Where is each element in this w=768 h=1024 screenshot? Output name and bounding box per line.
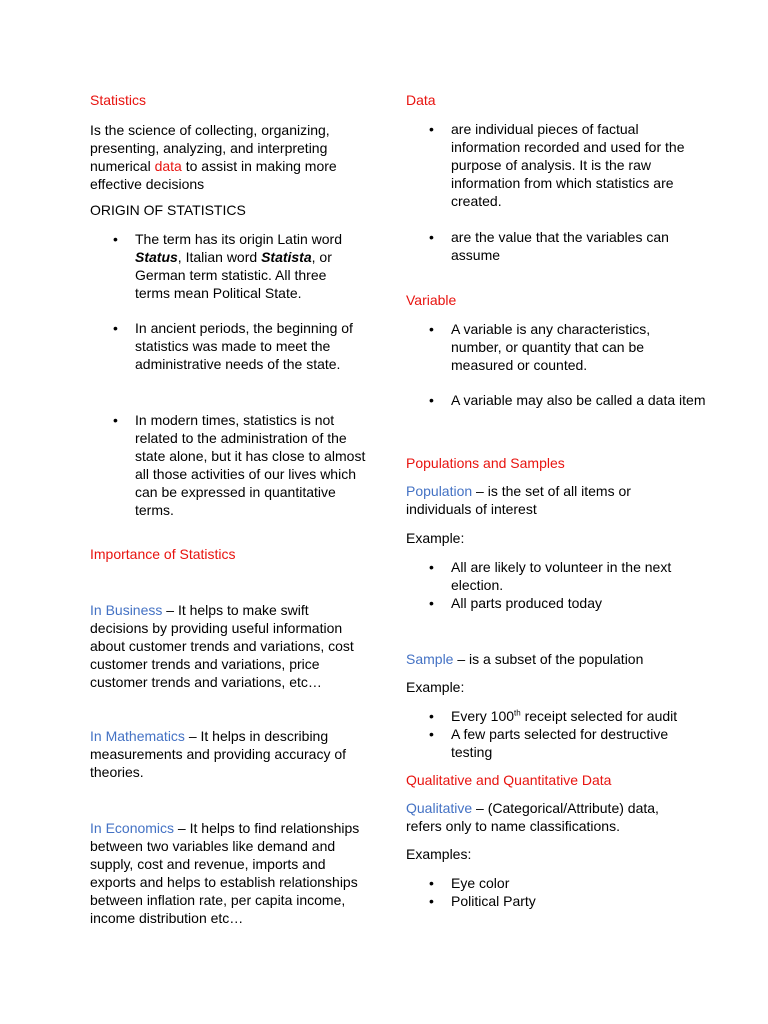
example-label-2: Example: [406,679,465,695]
data-list-2 [406,228,696,264]
definition-data-term: data [154,158,182,174]
origin-list-3 [90,411,370,519]
populations-heading: Populations and Samples [406,455,565,471]
population-example-item: • All are likely to volunteer in the next election. [406,558,706,594]
sample-example-item [406,707,706,725]
variable-list-item: • A variable is any characteristics, number, or quantity that can be measured or counted. [406,320,696,374]
origin-heading: ORIGIN OF STATISTICS [90,202,246,218]
variable-heading: Variable [406,292,457,308]
sample-item1-text-b: receipt selected for audit [520,708,678,724]
origin-list-item: • In ancient periods, the beginning of statistics was made to meet the administrative needs of the state. [90,319,365,373]
statistics-definition [90,121,352,193]
sample-example-item: • A few parts selected for destructive testing [406,725,706,761]
economics-label: In Economics [90,820,175,836]
origin-list-2 [90,319,365,373]
data-list-item: • are the value that the variables can assume [406,228,696,264]
sample-example-list [406,707,706,761]
examples-label: Examples: [406,846,472,862]
sample-text: – is a subset of the population [453,651,644,667]
origin-item1-status: Status [135,249,178,265]
origin-item1-statista: Statista [261,249,312,265]
population-label: Population [406,483,473,499]
sample-item1-superscript: th [514,708,521,718]
sample-item1-text-a: Every 100 [451,708,515,724]
definition-text-start: Is the science of collecting, organizing, presenting, analyzing, and interpreting numerical [90,122,330,174]
population-example-item: • All parts produced today [406,594,706,612]
importance-heading: Importance of Statistics [90,546,236,562]
origin-list-item [90,230,365,302]
origin-item1-text-b: , Italian word [177,249,262,265]
economics-text: – It helps to find relationships between two variables like demand and supply, cost and revenue, imports and exports and helps to establish relationships between inflation rate, per capita income, income distribution etc… [90,820,360,926]
qualitative-text: – (Categorical/Attribute) data, refers only to name classifications. [406,800,659,834]
qualitative-label: Qualitative [406,800,473,816]
mathematics-label: In Mathematics [90,728,185,744]
example-label-1: Example: [406,530,465,546]
population-example-list [406,558,706,612]
data-list-1 [406,120,706,210]
sample-paragraph [406,650,706,668]
variable-list-item: • A variable may also be called a data item [406,391,706,409]
statistics-heading: Statistics [90,92,147,108]
data-list-item: • are individual pieces of factual information recorded and used for the purpose of analysis. It is the raw information from which statistics are created. [406,120,706,210]
business-label: In Business [90,602,163,618]
variable-list-2 [406,391,706,409]
origin-item1-text-a: The term has its origin Latin word [135,231,342,247]
population-text: – is the set of all items or individuals of interest [406,483,631,517]
variable-list-1 [406,320,696,374]
data-heading: Data [406,92,436,108]
mathematics-text: – It helps in describing measurements and providing accuracy of theories. [90,728,347,780]
mathematics-paragraph [90,727,358,781]
economics-paragraph [90,819,360,927]
sample-label: Sample [406,651,454,667]
qual-quant-heading: Qualitative and Quantitative Data [406,772,612,788]
business-text: – It helps to make swift decisions by providing useful information about customer trends and variations, cost customer trends and variations, price customer trends and variations, etc… [90,602,354,690]
origin-list-1 [90,230,365,302]
origin-item1-text-c: , or German term statistic. All three terms mean Political State. [135,249,332,301]
qualitative-example-item: • Political Party [406,892,706,910]
origin-list-item: • In modern times, statistics is not related to the administration of the state alone, but it has close to almost all those activities of our lives which can be expressed in quantitative terms. [90,411,370,519]
business-paragraph [90,601,358,691]
qualitative-example-item: • Eye color [406,874,706,892]
definition-text-end: to assist in making more effective decisions [90,158,337,192]
qualitative-paragraph [406,799,666,835]
population-paragraph [406,482,651,518]
qualitative-example-list [406,874,706,910]
